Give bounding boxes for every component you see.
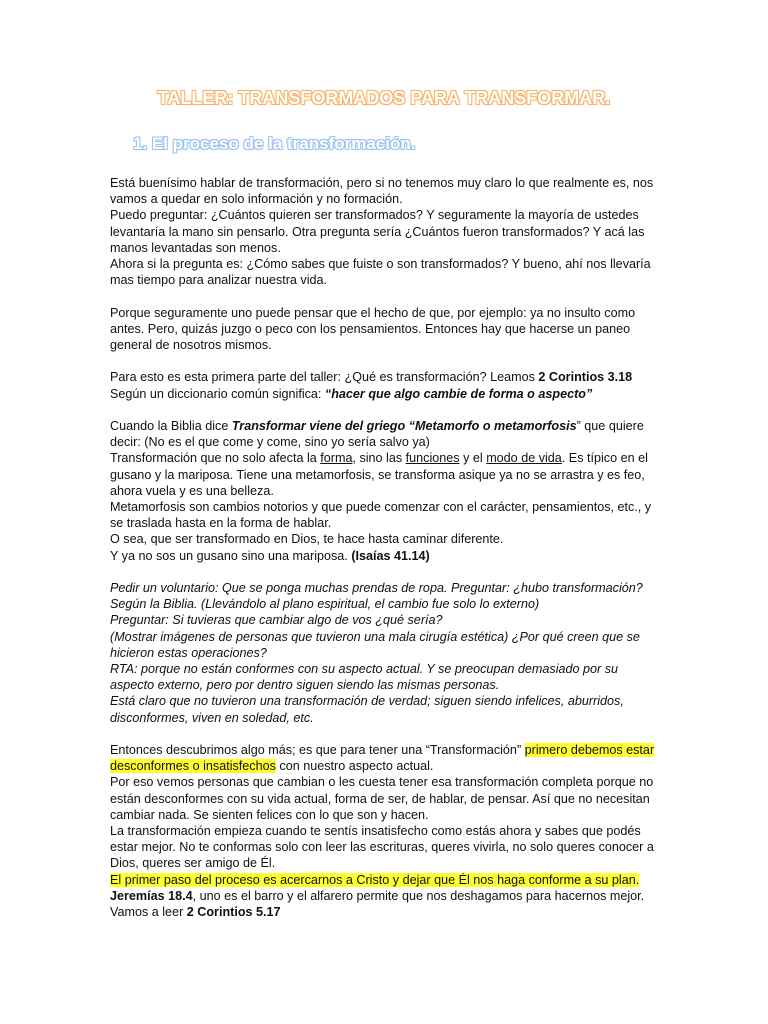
italic-paragraph: Está claro que no tuvieron una transformación de verdad; siguen siendo infelices, aburridos, disconformes, viven en soledad, etc.	[110, 694, 624, 725]
highlighted-text: El primer paso del proceso es acercarnos a Cristo y dejar que Él nos haga conforme a su plan.	[110, 872, 640, 887]
italic-paragraph: Pedir un voluntario: Que se ponga muchas prendas de ropa. Preguntar: ¿hubo transformación? Según la Biblia. (Llevándolo al plano espiritual, el cambio fue solo lo externo)	[110, 581, 643, 612]
paragraph: Ahora si la pregunta es: ¿Cómo sabes que fuiste o son transformados? Y bueno, ahí nos llevaría mas tiempo para analizar nuestra vida.	[110, 257, 651, 288]
paragraph: Por eso vemos personas que cambian o les cuesta tener esa transformación completa porque no están desconformes con su vida actual, forma de ser, de hablar, de pensar. Así que no necesitan cambiar nada. Se sienten felices con lo que son y hacen.	[110, 775, 654, 822]
italic-paragraph: Preguntar: Si tuvieras que cambiar algo de vos ¿qué sería?	[110, 613, 443, 628]
paragraph: Jeremías 18.4, uno es el barro y el alfarero permite que nos deshagamos para hacernos mejor.	[110, 888, 645, 903]
bible-reference: (Isaías 41.14)	[351, 548, 430, 563]
paragraph: Está buenísimo hablar de transformación, pero si no tenemos muy claro lo que realmente es, nos vamos a quedar en solo información y no formación.	[110, 176, 654, 207]
paragraph: Entonces descubrimos algo más; es que para tener una “Transformación” primero debemos estar desconformes o insatisfechos con nuestro aspecto actual.	[110, 743, 655, 774]
document-title: TALLER: TRANSFORMADOS PARA TRANSFORMAR.	[157, 88, 611, 108]
underlined-term: modo de vida	[486, 451, 562, 466]
paragraph: Para esto es esta primera parte del taller: ¿Qué es transformación? Leamos 2 Corintios 3.18	[110, 370, 633, 385]
paragraph: O sea, que ser transformado en Dios, te hace hasta caminar diferente.	[110, 532, 504, 547]
paragraph: Metamorfosis son cambios notorios y que puede comenzar con el carácter, pensamientos, etc., y se traslada hasta en la forma de hablar.	[110, 500, 652, 531]
italic-paragraph: RTA: porque no están conformes con su aspecto actual. Y se preocupan demasiado por su aspecto externo, pero por dentro siguen siendo las mismas personas.	[110, 662, 619, 693]
italic-paragraph: (Mostrar imágenes de personas que tuvieron una mala cirugía estética) ¿Por qué creen que se hicieron estas operaciones?	[110, 629, 640, 660]
paragraph: Porque seguramente uno puede pensar que el hecho de que, por ejemplo: ya no insulto como antes. Pero, quizás juzgo o peco con los pensamientos. Entonces hay que hacerse un paneo general de nosotros mismos.	[110, 305, 636, 353]
greek-term: Transformar viene del griego “Metamorfo o metamorfosis	[231, 419, 577, 433]
underlined-term: forma	[320, 451, 353, 466]
bible-reference: Jeremías 18.4	[110, 888, 193, 903]
section-heading: 1. El proceso de la transformación.	[133, 134, 416, 153]
highlighted-text: primero debemos estar desconformes o insatisfechos	[110, 743, 655, 774]
paragraph: Transformación que no solo afecta la forma, sino las funciones y el modo de vida. Es típico en el gusano y la mariposa. Tiene una metamorfosis, se transforma asique ya no se arrastra y es feo, ahora vuela y es una belleza.	[110, 451, 648, 498]
paragraph: Según un diccionario común significa: “hacer que algo cambie de forma o aspecto”	[110, 386, 593, 401]
bible-reference: 2 Corintios 5.17	[186, 905, 281, 920]
paragraph: Puedo preguntar: ¿Cuántos quieren ser transformados? Y seguramente la mayoría de ustedes levantaría la mano sin pensarlo. Otra pregunta sería ¿Cuántos fueron transformados? Y acá las manos levantadas son menos.	[110, 208, 645, 255]
paragraph: Vamos a leer 2 Corintios 5.17	[110, 905, 281, 920]
paragraph: Y ya no sos un gusano sino una mariposa. (Isaías 41.14)	[110, 548, 430, 563]
definition-quote: “hacer que algo cambie de forma o aspecto”	[324, 386, 593, 401]
bible-reference: 2 Corintios 3.18	[538, 370, 633, 385]
document-body	[110, 175, 658, 920]
paragraph: La transformación empieza cuando te sentís insatisfecho como estás ahora y sabes que podés estar mejor. No te conformas solo con leer las escrituras, queres vivirla, no solo queres conocer a Dios, queres ser amigo de Él.	[110, 824, 654, 871]
paragraph: Cuando la Biblia dice Transformar viene del griego “Metamorfo o metamorfosis” que quiere decir: (No es el que come y come, sino yo sería salvo ya)	[110, 419, 644, 450]
paragraph	[110, 872, 658, 888]
underlined-term: funciones	[405, 451, 460, 466]
